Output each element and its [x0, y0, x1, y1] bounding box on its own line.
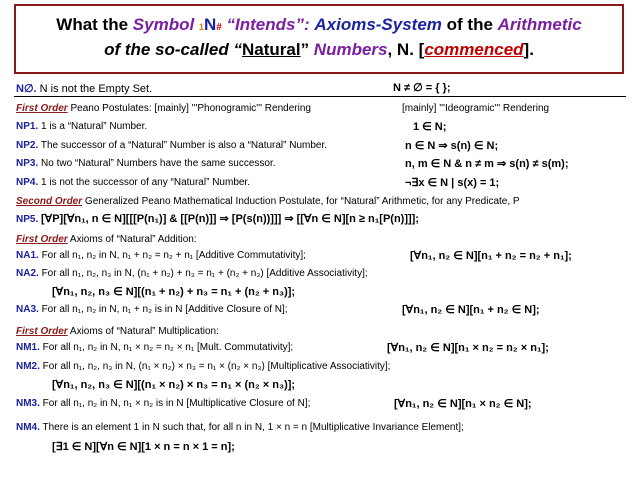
row-na3: NA3. For all n₁, n₂ in N, n₁ + n₂ is in N [Additive Closure of N];: [16, 304, 288, 315]
formula-na2: [∀n₁, n₂, n₃ ∈ N][(n₁ + n₂) + n₃ = n₁ + (n₂ + n₃)];: [52, 286, 296, 298]
formula-na1: [∀n₁, n₂ ∈ N][n₁ + n₂ = n₂ + n₁];: [410, 250, 572, 262]
formula-np3: n, m ∈ N & n ≠ m ⇒ s(n) ≠ s(m);: [405, 158, 569, 170]
row-nm1: NM1. For all n₁, n₂ in N, n₁ × n₂ = n₂ × n₁ [Mult. Commutativity];: [16, 342, 294, 353]
formula-nm4: [∃1 ∈ N][∀n ∈ N][1 × n = n × 1 = n];: [52, 441, 235, 453]
row-nm4: NM4. There is an element 1 in N such that, for all n in N, 1 × n = n [Multiplicative Invariance Element];: [16, 422, 464, 433]
formula-nm1: [∀n₁, n₂ ∈ N][n₁ × n₂ = n₂ × n₁];: [387, 342, 549, 354]
formula-np1: 1 ∈ N;: [413, 121, 447, 133]
n-symbol-tag: #: [216, 22, 222, 33]
n-symbol-letter: N: [203, 15, 217, 34]
row-np5: NP5. [∀P][∀n₁, n ∈ N][[[P(n₁)] & [[P(n)]] ⇒ [P(s(n))]]] ⇒ [[∀n ∈ N][n ≥ n₁[P(n)]]];: [16, 213, 419, 225]
title-intends: “Intends”:: [226, 15, 310, 34]
formula-np2: n ∈ N ⇒ s(n) ∈ N;: [405, 140, 499, 152]
row-nm2: NM2. For all n₁, n₂, n₃ in N, (n₁ × n₂) × n₃ = n₁ × (n₂ × n₃) [Multiplicative Associativity];: [16, 361, 391, 372]
addition-heading: First Order Axioms of “Natural” Addition:: [16, 234, 197, 245]
divider: [14, 96, 626, 97]
row-na1: NA1. For all n₁, n₂ in N, n₁ + n₂ = n₂ + n₁ [Additive Commutativity];: [16, 250, 306, 261]
title-end: ].: [523, 40, 534, 59]
formula-nm3: [∀n₁, n₂ ∈ N][n₁ × n₂ ∈ N];: [394, 398, 532, 410]
n-symbol-sub: 1: [198, 22, 204, 32]
peano-heading: First Order Peano Postulates: [mainly] '''Phonogramic''' Rendering: [16, 103, 311, 114]
np5-heading: Second Order Generalized Peano Mathematical Induction Postulate, for “Natural” Arithmetic, for any Predicate, P: [16, 196, 520, 207]
title-quote: ”: [300, 40, 314, 59]
title-axioms: Axioms-System: [314, 15, 442, 34]
formula-nm2: [∀n₁, n₂, n₃ ∈ N][(n₁ × n₂) × n₃ = n₁ × (n₂ × n₃)];: [52, 379, 296, 391]
formula-np4: ¬∃x ∈ N | s(x) = 1;: [405, 177, 500, 189]
title-line-1: [16, 14, 622, 39]
ideogramic-heading: [mainly] '''Ideogramic''' Rendering: [402, 103, 550, 114]
title-commenced: commenced: [424, 40, 524, 59]
title-arithmetic: Arithmetic: [497, 15, 582, 34]
row-n0: N∅. N is not the Empty Set.: [16, 83, 153, 95]
row-np3: NP3. No two “Natural” Numbers have the same successor.: [16, 158, 276, 169]
row-np1: NP1. 1 is a “Natural” Number.: [16, 121, 148, 132]
title-so-called: of the so-called “: [104, 40, 242, 59]
title-numbers: Numbers: [313, 40, 388, 59]
title-natural: Natural: [241, 40, 301, 59]
row-nm3: NM3. For all n₁, n₂ in N, n₁ × n₂ is in N [Multiplicative Closure of N];: [16, 398, 311, 409]
title-box: [14, 4, 624, 74]
row-np2: NP2. The successor of a “Natural” Number is also a “Natural” Number.: [16, 140, 328, 151]
formula-na3: [∀n₁, n₂ ∈ N][n₁ + n₂ ∈ N];: [402, 304, 540, 316]
title-line-2: [16, 39, 622, 61]
title-of-the: of the: [441, 15, 498, 34]
multiplication-heading: First Order Axioms of “Natural” Multiplication:: [16, 326, 219, 337]
title-symbol-word: Symbol: [132, 15, 195, 34]
title-text: What the: [56, 15, 133, 34]
row-np4: NP4. 1 is not the successor of any “Natural” Number.: [16, 177, 250, 188]
row-na2: NA2. For all n₁, n₂, n₃ in N, (n₁ + n₂) + n₃ = n₁ + (n₂ + n₃) [Additive Associativity];: [16, 268, 368, 279]
formula-n0: N ≠ ∅ = { };: [393, 82, 451, 94]
title-n: , N. [: [387, 40, 425, 59]
n-symbol: [199, 14, 222, 39]
